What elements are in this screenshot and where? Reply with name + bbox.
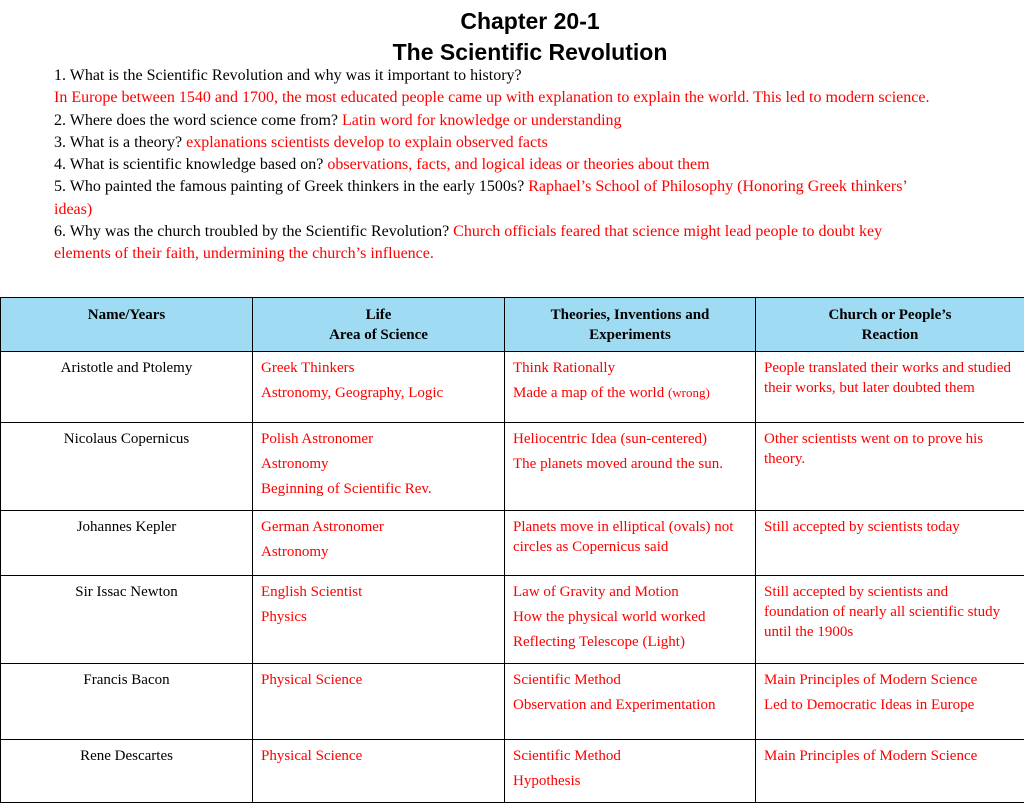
cell-life: [253, 352, 505, 423]
cell-reaction: [756, 352, 1024, 423]
table-row: [1, 576, 1024, 664]
cell-line: Led to Democratic Ideas in Europe: [764, 695, 1016, 715]
question-item: [54, 65, 934, 110]
cell-life: [253, 511, 505, 576]
cell-line: Think Rationally: [513, 358, 747, 378]
question-item: [54, 110, 934, 132]
cell-name: Sir Issac Newton: [1, 576, 253, 664]
cell-name: Johannes Kepler: [1, 511, 253, 576]
cell-reaction: [756, 576, 1024, 664]
cell-line: Heliocentric Idea (sun-centered): [513, 429, 747, 449]
cell-theories: [505, 511, 756, 576]
cell-line: Astronomy: [261, 454, 496, 474]
cell-line: Scientific Method: [513, 670, 747, 690]
cell-line: Astronomy, Geography, Logic: [261, 383, 496, 403]
cell-reaction: [756, 423, 1024, 511]
cell-line: The planets moved around the sun.: [513, 454, 747, 474]
cell-line: Other scientists went on to prove his theory.: [764, 429, 1016, 469]
question-text: 5. Who painted the famous painting of Greek thinkers in the early 1500s?: [54, 178, 524, 195]
question-item: [54, 176, 934, 221]
cell-line: German Astronomer: [261, 517, 496, 537]
cell-line: Main Principles of Modern Science: [764, 746, 1016, 766]
cell-theories: [505, 664, 756, 740]
table-row: [1, 352, 1024, 423]
cell-name: Aristotle and Ptolemy: [1, 352, 253, 423]
cell-reaction: [756, 664, 1024, 740]
cell-line: Astronomy: [261, 542, 496, 562]
cell-life: [253, 423, 505, 511]
cell-line: Law of Gravity and Motion: [513, 582, 747, 602]
cell-line: Polish Astronomer: [261, 429, 496, 449]
question-text: 1. What is the Scientific Revolution and why was it important to history?: [54, 67, 522, 84]
question-text: 3. What is a theory?: [54, 134, 182, 151]
cell-line: Greek Thinkers: [261, 358, 496, 378]
question-item: [54, 221, 934, 266]
cell-life: [253, 664, 505, 740]
cell-theories: [505, 423, 756, 511]
cell-reaction: [756, 740, 1024, 803]
cell-reaction: [756, 511, 1024, 576]
cell-note: (wrong): [668, 385, 710, 400]
cell-line: Made a map of the world (wrong): [513, 383, 747, 403]
cell-line: People translated their works and studied their works, but later doubted them: [764, 358, 1016, 398]
cell-line: Scientific Method: [513, 746, 747, 766]
answer-text: Latin word for knowledge or understanding: [342, 112, 621, 129]
page-title: [0, 6, 1024, 68]
header-theories: Theories, Inventions and Experiments: [505, 298, 756, 352]
table-row: [1, 740, 1024, 803]
cell-life: [253, 740, 505, 803]
scientists-table: [0, 297, 1024, 803]
answer-text: Raphael’s School of Philosophy (Honoring Greek thinkers’ ideas): [54, 178, 907, 217]
cell-line: Reflecting Telescope (Light): [513, 632, 747, 652]
cell-line: Hypothesis: [513, 771, 747, 791]
answer-text: observations, facts, and logical ideas or theories about them: [327, 156, 709, 173]
question-item: [54, 154, 934, 176]
table-body: [1, 352, 1024, 803]
cell-theories: [505, 352, 756, 423]
header-life-area: Life Area of Science: [253, 298, 505, 352]
cell-line: Still accepted by scientists and foundation of nearly all scientific study until the 1900s: [764, 582, 1016, 642]
title-line-1: Chapter 20-1: [0, 6, 1024, 37]
question-text: 4. What is scientific knowledge based on?: [54, 156, 323, 173]
answer-text: explanations scientists develop to explain observed facts: [186, 134, 548, 151]
table-row: [1, 423, 1024, 511]
cell-theories: [505, 576, 756, 664]
question-item: [54, 132, 934, 154]
cell-name: Nicolaus Copernicus: [1, 423, 253, 511]
answer-text: In Europe between 1540 and 1700, the most educated people came up with explanation to explain the world. This led to modern science.: [54, 89, 929, 106]
cell-line: Main Principles of Modern Science: [764, 670, 1016, 690]
answer-text: Church officials feared that science might lead people to doubt key elements of their faith, undermining the church’s influence.: [54, 223, 882, 262]
header-name-years: Name/Years: [1, 298, 253, 352]
table-row: [1, 664, 1024, 740]
cell-life: [253, 576, 505, 664]
header-reaction: Church or People’s Reaction: [756, 298, 1024, 352]
cell-line: Planets move in elliptical (ovals) not circles as Copernicus said: [513, 517, 747, 557]
question-text: 2. Where does the word science come from?: [54, 112, 338, 129]
question-text: 6. Why was the church troubled by the Scientific Revolution?: [54, 223, 449, 240]
cell-name: Rene Descartes: [1, 740, 253, 803]
cell-line: Beginning of Scientific Rev.: [261, 479, 496, 499]
cell-theories: [505, 740, 756, 803]
cell-line: Still accepted by scientists today: [764, 517, 1016, 537]
title-line-2: The Scientific Revolution: [0, 37, 1024, 68]
question-list: [54, 65, 934, 266]
cell-name: Francis Bacon: [1, 664, 253, 740]
table-header-row: [1, 298, 1024, 352]
cell-line: English Scientist: [261, 582, 496, 602]
table-row: [1, 511, 1024, 576]
cell-line: Physics: [261, 607, 496, 627]
cell-line: How the physical world worked: [513, 607, 747, 627]
cell-line: Observation and Experimentation: [513, 695, 747, 715]
cell-line: Physical Science: [261, 670, 496, 690]
cell-line: Physical Science: [261, 746, 496, 766]
